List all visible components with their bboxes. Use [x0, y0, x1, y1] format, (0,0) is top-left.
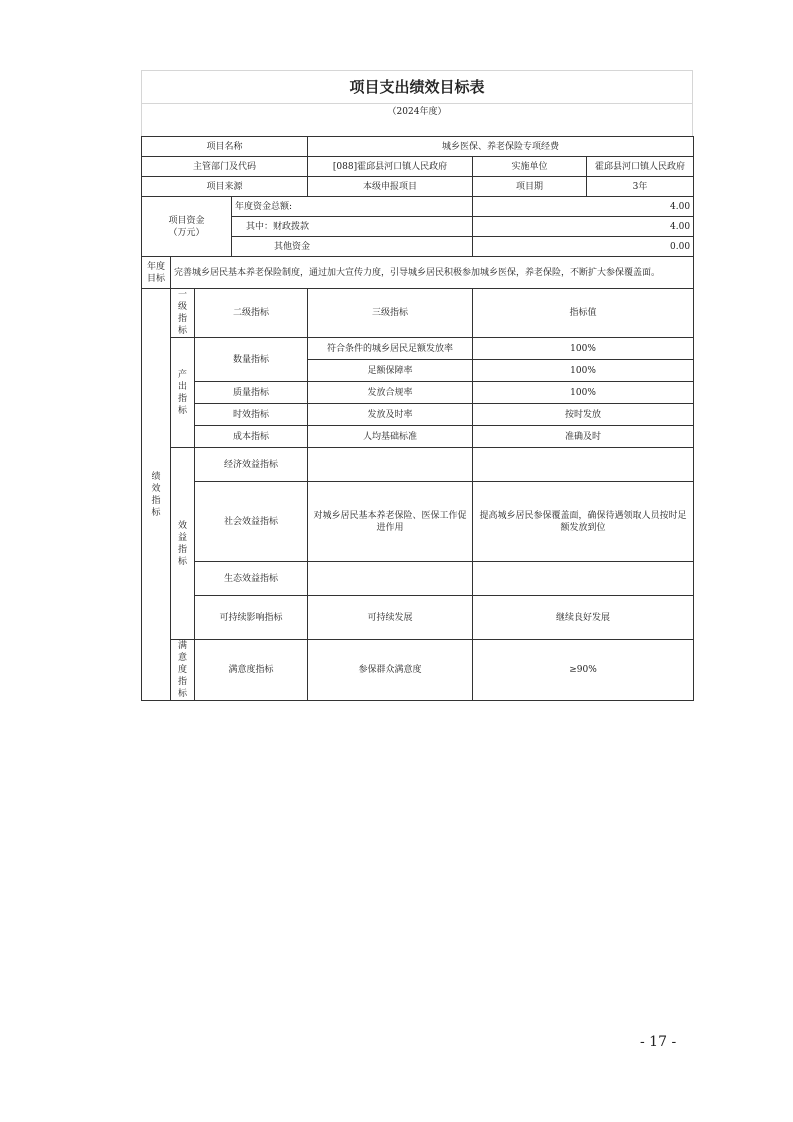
- source-value: 本级申报项目: [308, 177, 473, 197]
- dept-label: 主管部门及代码: [142, 157, 308, 177]
- header-level3: 三级指标: [308, 289, 473, 338]
- page-title: 项目支出绩效目标表: [141, 70, 693, 103]
- cost-label: 成本指标: [195, 426, 308, 448]
- impl-label: 实施单位: [473, 157, 587, 177]
- table-row: [142, 426, 694, 448]
- funds-fiscal-label: 其中：财政拨款: [232, 217, 473, 237]
- sustain-name: 可持续发展: [308, 596, 473, 640]
- funds-total-value: 4.00: [473, 197, 694, 217]
- cost-name: 人均基础标准: [308, 426, 473, 448]
- funds-fiscal-value: 4.00: [473, 217, 694, 237]
- q2-name: 足额保障率: [308, 360, 473, 382]
- dept-value: [088]霍邱县河口镇人民政府: [308, 157, 473, 177]
- indicators-outer-label: 绩效指标: [142, 289, 171, 701]
- sustain-value: 继续良好发展: [473, 596, 694, 640]
- q2-value: 100%: [473, 360, 694, 382]
- table-row: [142, 289, 694, 338]
- table-row: [142, 640, 694, 701]
- spacer-row: [141, 120, 693, 136]
- header-level2: 二级指标: [195, 289, 308, 338]
- header-value: 指标值: [473, 289, 694, 338]
- year-subtitle: （2024年度）: [141, 103, 693, 120]
- header-level1: 一级指标: [171, 289, 195, 338]
- source-label: 项目来源: [142, 177, 308, 197]
- satisfaction-value: ≥90%: [473, 640, 694, 701]
- table-row: [142, 338, 694, 360]
- satisfaction-name: 参保群众满意度: [308, 640, 473, 701]
- table-row: [142, 137, 694, 157]
- eco-label: 生态效益指标: [195, 562, 308, 596]
- time-name: 发放及时率: [308, 404, 473, 426]
- eco-name: [308, 562, 473, 596]
- q1-value: 100%: [473, 338, 694, 360]
- sustain-label: 可持续影响指标: [195, 596, 308, 640]
- cost-value: 准确及时: [473, 426, 694, 448]
- table-row: [142, 382, 694, 404]
- quantity-label: 数量指标: [195, 338, 308, 382]
- project-name-label: 项目名称: [142, 137, 308, 157]
- table-row: [142, 257, 694, 289]
- period-label: 项目期: [473, 177, 587, 197]
- impl-value: 霍邱县河口镇人民政府: [587, 157, 694, 177]
- satisfaction-sub-label: 满意度指标: [195, 640, 308, 701]
- econ-value: [473, 448, 694, 482]
- benefit-label: 效益指标: [171, 448, 195, 640]
- table-row: [142, 404, 694, 426]
- table-row: [142, 562, 694, 596]
- quality-label: 质量指标: [195, 382, 308, 404]
- page-number: - 17 -: [640, 1034, 677, 1050]
- table-row: [142, 596, 694, 640]
- goal-label: 年度目标: [142, 257, 171, 289]
- table-row: [142, 448, 694, 482]
- funds-other-value: 0.00: [473, 237, 694, 257]
- econ-name: [308, 448, 473, 482]
- econ-label: 经济效益指标: [195, 448, 308, 482]
- table-row: [142, 177, 694, 197]
- table-row: [142, 482, 694, 562]
- output-label: 产出指标: [171, 338, 195, 448]
- performance-table: [141, 136, 694, 701]
- eco-value: [473, 562, 694, 596]
- satisfaction-label: 满意度指标: [171, 640, 195, 701]
- performance-table-sheet: [141, 70, 693, 701]
- goal-text: 完善城乡居民基本养老保险制度，通过加大宣传力度，引导城乡居民积极参加城乡医保，养老保险，不断扩大参保覆盖面。: [171, 257, 694, 289]
- social-value: 提高城乡居民参保覆盖面，确保待遇领取人员按时足额发放到位: [473, 482, 694, 562]
- quality-name: 发放合规率: [308, 382, 473, 404]
- table-row: [142, 197, 694, 217]
- time-value: 按时发放: [473, 404, 694, 426]
- social-label: 社会效益指标: [195, 482, 308, 562]
- table-row: [142, 157, 694, 177]
- time-label: 时效指标: [195, 404, 308, 426]
- project-name-value: 城乡医保、养老保险专项经费: [308, 137, 694, 157]
- period-value: 3年: [587, 177, 694, 197]
- quality-value: 100%: [473, 382, 694, 404]
- q1-name: 符合条件的城乡居民足额发放率: [308, 338, 473, 360]
- funds-other-label: 其他资金: [232, 237, 473, 257]
- funds-total-label: 年度资金总额:: [232, 197, 473, 217]
- funds-label: 项目资金 （万元）: [142, 197, 232, 257]
- social-name: 对城乡居民基本养老保险、医保工作促进作用: [308, 482, 473, 562]
